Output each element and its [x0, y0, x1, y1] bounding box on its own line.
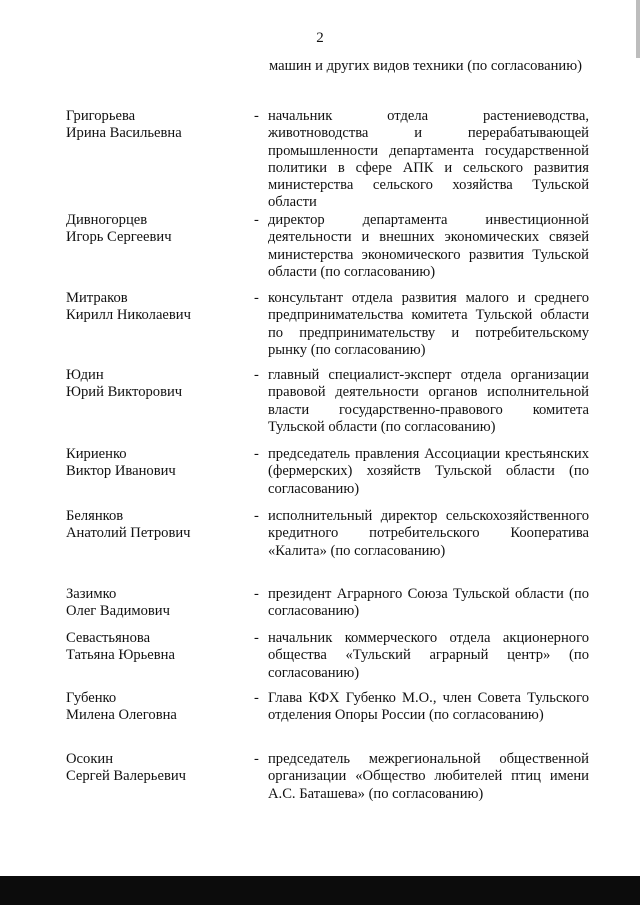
member-first-names: Виктор Иванович [66, 463, 176, 480]
member-role: директор департамента инвестиционной деятельности и внешних экономических связей министерства экономического развития Тульской области (по согласованию) [268, 212, 589, 280]
separator-dash: - [254, 751, 259, 767]
continued-role-text: машин и других видов техники (по согласованию) [269, 58, 582, 74]
member-role: председатель межрегиональной общественной организации «Общество любителей птиц имени А.С. Баташева» (по согласованию) [268, 751, 589, 802]
member-role: начальник отдела растениеводства, животноводства и перерабатывающей промышленности департамента государственной политики в сфере АПК и сельского развития министерства сельского хозяйства Тульской области [268, 108, 589, 211]
member-name [66, 690, 246, 725]
member-role: начальник коммерческого отдела акционерного общества «Тульский аграрный центр» (по согласованию) [268, 630, 589, 681]
member-name [66, 290, 246, 325]
member-role: президент Аграрного Союза Тульской области (по согласованию) [268, 586, 589, 620]
member-role: главный специалист-эксперт отдела организации правовой деятельности органов исполнительной власти государственно-правового комитета Тульской области (по согласованию) [268, 367, 589, 435]
member-first-names: Олег Вадимович [66, 603, 170, 620]
member-name [66, 586, 246, 621]
member-first-names: Юрий Викторович [66, 384, 183, 401]
separator-dash: - [254, 586, 259, 602]
member-name [66, 108, 246, 143]
separator-dash: - [254, 367, 259, 383]
member-last-name: Дивногорцев [66, 212, 148, 228]
separator-dash: - [254, 108, 259, 124]
member-first-names: Ирина Васильевна [66, 125, 182, 142]
member-last-name: Зазимко [66, 586, 117, 602]
separator-dash: - [254, 212, 259, 228]
member-role: председатель правления Ассоциации крестьянских (фермерских) хозяйств Тульской области (по согласованию) [268, 446, 589, 497]
member-name [66, 446, 246, 481]
member-name [66, 367, 246, 402]
member-last-name: Севастьянова [66, 630, 151, 646]
member-role: Глава КФХ Губенко М.О., член Совета Тульского отделения Опоры России (по согласованию) [268, 690, 589, 724]
page-number: 2 [316, 30, 324, 46]
member-last-name: Григорьева [66, 108, 136, 124]
member-first-names: Анатолий Петрович [66, 525, 191, 542]
member-last-name: Белянков [66, 508, 124, 524]
member-last-name: Юдин [66, 367, 104, 383]
member-last-name: Митраков [66, 290, 128, 306]
member-last-name: Губенко [66, 690, 117, 706]
member-name [66, 630, 246, 665]
member-first-names: Игорь Сергеевич [66, 229, 172, 246]
separator-dash: - [254, 508, 259, 524]
separator-dash: - [254, 446, 259, 462]
member-name [66, 751, 246, 786]
member-first-names: Милена Олеговна [66, 707, 177, 724]
scan-bottom-edge [0, 876, 640, 905]
member-name [66, 508, 246, 543]
member-last-name: Кириенко [66, 446, 127, 462]
separator-dash: - [254, 630, 259, 646]
member-first-names: Кирилл Николаевич [66, 307, 191, 324]
member-first-names: Сергей Валерьевич [66, 768, 186, 785]
member-last-name: Осокин [66, 751, 114, 767]
scan-edge-mark [636, 0, 640, 58]
member-role: исполнительный директор сельскохозяйственного кредитного потребительского Кооператива «Калита» (по согласованию) [268, 508, 589, 559]
member-name [66, 212, 246, 247]
separator-dash: - [254, 290, 259, 306]
separator-dash: - [254, 690, 259, 706]
member-role: консультант отдела развития малого и среднего предпринимательства комитета Тульской области по предпринимательству и потребительскому рынку (по согласованию) [268, 290, 589, 358]
member-first-names: Татьяна Юрьевна [66, 647, 175, 664]
